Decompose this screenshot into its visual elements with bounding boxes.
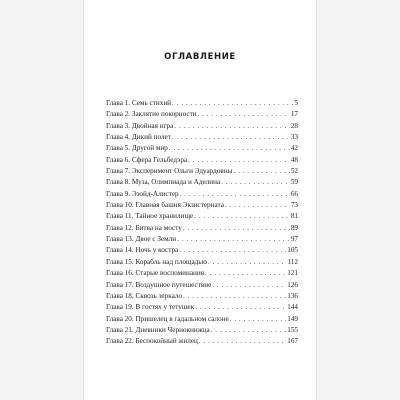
dot-leader xyxy=(234,166,290,177)
toc-entry-page: 105 xyxy=(287,246,298,255)
dot-leader xyxy=(188,155,290,166)
toc-entry-title: Глава 4. Дикий полет xyxy=(106,133,171,142)
toc-entry xyxy=(106,132,298,143)
toc-entry-page: 52 xyxy=(290,167,298,176)
book-page xyxy=(84,0,316,400)
toc-entry xyxy=(106,257,298,268)
toc-entry xyxy=(106,98,298,109)
toc-entry-page: 136 xyxy=(287,291,298,300)
toc-entry-title: Глава 7. Эксперимент Ольги Эдуардовны xyxy=(106,167,233,176)
toc-entry xyxy=(106,314,298,325)
dot-leader xyxy=(169,143,290,154)
table-of-contents xyxy=(106,98,298,348)
dot-leader xyxy=(198,109,290,120)
toc-entry-title: Глава 8. Муза, Олимпиада и Аделина xyxy=(106,178,221,187)
toc-entry-title: Глава 12. Битва на мосту xyxy=(106,223,182,232)
toc-entry-title: Глава 14. Ночь у костра xyxy=(106,246,179,255)
toc-entry-page: 59 xyxy=(290,178,298,187)
toc-entry xyxy=(106,189,298,200)
toc-entry xyxy=(106,223,298,234)
toc-entry xyxy=(106,177,298,188)
toc-entry xyxy=(106,109,298,120)
toc-entry xyxy=(106,155,298,166)
toc-entry-page: 42 xyxy=(290,144,298,153)
toc-entry-title: Глава 3. Двойная игра xyxy=(106,121,174,130)
toc-entry-page: 149 xyxy=(287,314,298,323)
toc-entry-title: Глава 18. Сквозь зеркало xyxy=(106,291,183,300)
toc-entry xyxy=(106,200,298,211)
dot-leader xyxy=(177,234,290,245)
toc-entry-page: 112 xyxy=(287,257,298,266)
toc-entry xyxy=(106,280,298,291)
toc-entry-page: 66 xyxy=(290,189,298,198)
toc-entry xyxy=(106,291,298,302)
toc-entry xyxy=(106,121,298,132)
toc-entry xyxy=(106,268,298,279)
toc-entry-title: Глава 5. Другой мир xyxy=(106,144,168,153)
toc-entry-title: Глава 10. Главная башня Экзистерната xyxy=(106,201,224,210)
toc-entry-page: 81 xyxy=(290,212,298,221)
dot-leader xyxy=(221,177,290,188)
dot-leader xyxy=(230,314,286,325)
dot-leader xyxy=(179,245,286,256)
page-title: ОГЛАВЛЕНИЕ xyxy=(164,52,236,62)
toc-entry-page: 97 xyxy=(290,235,298,244)
toc-entry-title: Глава 22. Беспокойный жилец xyxy=(106,337,198,346)
toc-entry-title: Глава 11. Тайное хранилище xyxy=(106,212,194,221)
toc-entry xyxy=(106,166,298,177)
dot-leader xyxy=(225,200,290,211)
dot-leader xyxy=(208,257,287,268)
toc-entry-title: Глава 2. Заклятие покорности xyxy=(106,110,197,119)
toc-entry-title: Глава 19. В гостях у тетушек xyxy=(106,303,195,312)
dot-leader xyxy=(183,223,290,234)
toc-entry-page: 73 xyxy=(290,201,298,210)
dot-leader xyxy=(194,211,290,222)
dot-leader xyxy=(172,98,293,109)
toc-entry-page: 126 xyxy=(287,280,298,289)
dot-leader xyxy=(212,280,286,291)
dot-leader xyxy=(211,325,287,336)
toc-entry-page: 155 xyxy=(287,325,298,334)
toc-entry-page: 5 xyxy=(294,99,298,107)
toc-entry-page: 144 xyxy=(287,303,298,312)
toc-entry-title: Глава 21. Дневники Чернокнижца xyxy=(106,325,210,334)
dot-leader xyxy=(174,121,290,132)
toc-entry-page: 48 xyxy=(290,155,298,164)
toc-entry xyxy=(106,211,298,222)
toc-entry-title: Глава 16. Старые воспоминания xyxy=(106,269,205,278)
toc-entry-title: Глава 6. Сфера Гельбедэра xyxy=(106,155,188,164)
toc-entry-page: 33 xyxy=(290,133,298,142)
toc-entry-page: 167 xyxy=(287,337,298,346)
toc-entry-page: 17 xyxy=(290,110,298,119)
toc-entry-title: Глава 17. Воздушное путешествие xyxy=(106,280,212,289)
dot-leader xyxy=(172,132,290,143)
toc-entry xyxy=(106,143,298,154)
dot-leader xyxy=(205,268,286,279)
toc-entry-page: 28 xyxy=(290,121,298,130)
dot-leader xyxy=(180,189,290,200)
toc-entry-title: Глава 1. Семь стихий xyxy=(106,99,172,107)
toc-entry-title: Глава 9. Эзойд-Алистер xyxy=(106,189,179,198)
toc-entry xyxy=(106,245,298,256)
toc-entry xyxy=(106,325,298,336)
toc-entry-title: Глава 15. Корабль над площадью xyxy=(106,257,207,266)
dot-leader xyxy=(183,291,286,302)
toc-entry-title: Глава 20. Пришелец в гадальном салоне xyxy=(106,314,229,323)
toc-entry xyxy=(106,302,298,313)
toc-entry-page: 121 xyxy=(287,269,298,278)
dot-leader xyxy=(199,336,286,347)
toc-entry-page: 89 xyxy=(290,223,298,232)
dot-leader xyxy=(195,302,286,313)
toc-entry xyxy=(106,336,298,347)
toc-entry xyxy=(106,234,298,245)
toc-entry-title: Глава 13. Двое с Земли xyxy=(106,235,177,244)
